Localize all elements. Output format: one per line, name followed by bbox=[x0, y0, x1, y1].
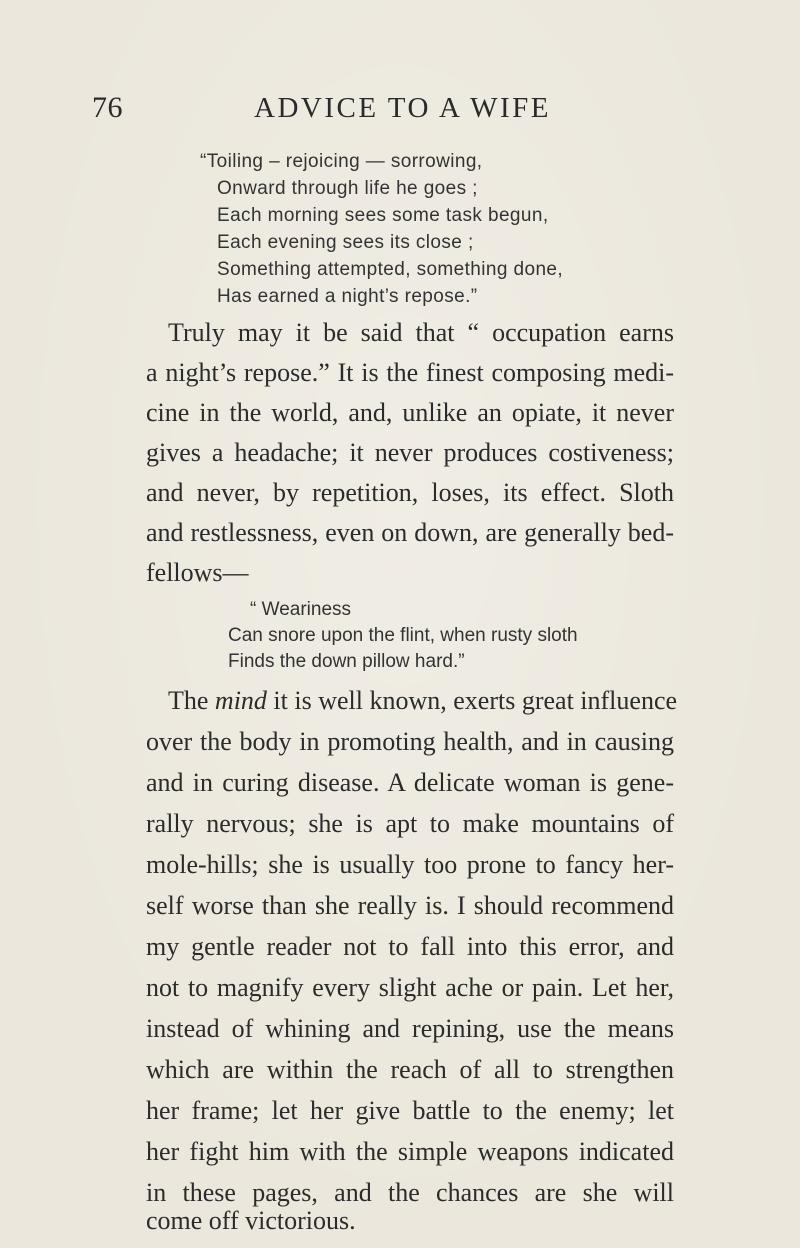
verse-line: Can snore upon the flint, when rusty sloth bbox=[228, 625, 578, 646]
text-line: a night’s repose.” It is the finest composing medi- bbox=[146, 358, 674, 387]
verse-line: Has earned a night’s repose.” bbox=[217, 286, 478, 307]
text-line: Truly may it be said that “ occupation earns bbox=[168, 318, 674, 347]
page-header bbox=[0, 88, 800, 128]
text-line bbox=[168, 684, 678, 718]
text-line: over the body in promoting health, and in causing bbox=[146, 727, 674, 756]
text-line: self worse than she really is. I should recommend bbox=[146, 891, 674, 920]
text-line: my gentle reader not to fall into this error, and bbox=[146, 932, 674, 961]
text-line: which are within the reach of all to strengthen bbox=[146, 1055, 674, 1084]
text-span: it is well known, exerts great influence bbox=[273, 686, 678, 715]
text-line: cine in the world, and, unlike an opiate, it never bbox=[146, 398, 674, 427]
text-line: fellows— bbox=[146, 558, 249, 587]
text-line: mole-hills; she is usually too prone to fancy her- bbox=[146, 850, 674, 879]
text-line: come off victorious. bbox=[146, 1206, 356, 1235]
text-line: her frame; let her give battle to the enemy; let bbox=[146, 1096, 674, 1125]
text-line: her fight him with the simple weapons indicated bbox=[146, 1137, 674, 1166]
verse-line: “Toiling – rejoicing — sorrowing, bbox=[200, 151, 483, 172]
text-line: and in curing disease. A delicate woman is gene- bbox=[146, 768, 674, 797]
verse-line: Something attempted, something done, bbox=[217, 259, 564, 280]
text-line: rally nervous; she is apt to make mountains of bbox=[146, 809, 674, 838]
text-line: not to magnify every slight ache or pain. Let her, bbox=[146, 973, 674, 1002]
text-line: gives a headache; it never produces costiveness; bbox=[146, 438, 674, 467]
verse-line: Onward through life he goes ; bbox=[217, 178, 478, 199]
text-line: in these pages, and the chances are she will bbox=[146, 1178, 674, 1207]
verse-line: Finds the down pillow hard.” bbox=[228, 651, 465, 672]
verse-line: Each morning sees some task begun, bbox=[217, 205, 549, 226]
text-span: The bbox=[168, 686, 209, 715]
emphasized-word: mind bbox=[214, 686, 267, 715]
running-head: ADVICE TO A WIFE bbox=[254, 92, 551, 124]
verse-line: “ Weariness bbox=[250, 599, 352, 620]
text-line: and never, by repetition, loses, its effect. Sloth bbox=[146, 478, 674, 507]
text-line: instead of whining and repining, use the means bbox=[146, 1014, 674, 1043]
text-line: and restlessness, even on down, are generally bed- bbox=[146, 518, 674, 547]
verse-line: Each evening sees its close ; bbox=[217, 232, 474, 253]
page-number: 76 bbox=[92, 91, 123, 124]
